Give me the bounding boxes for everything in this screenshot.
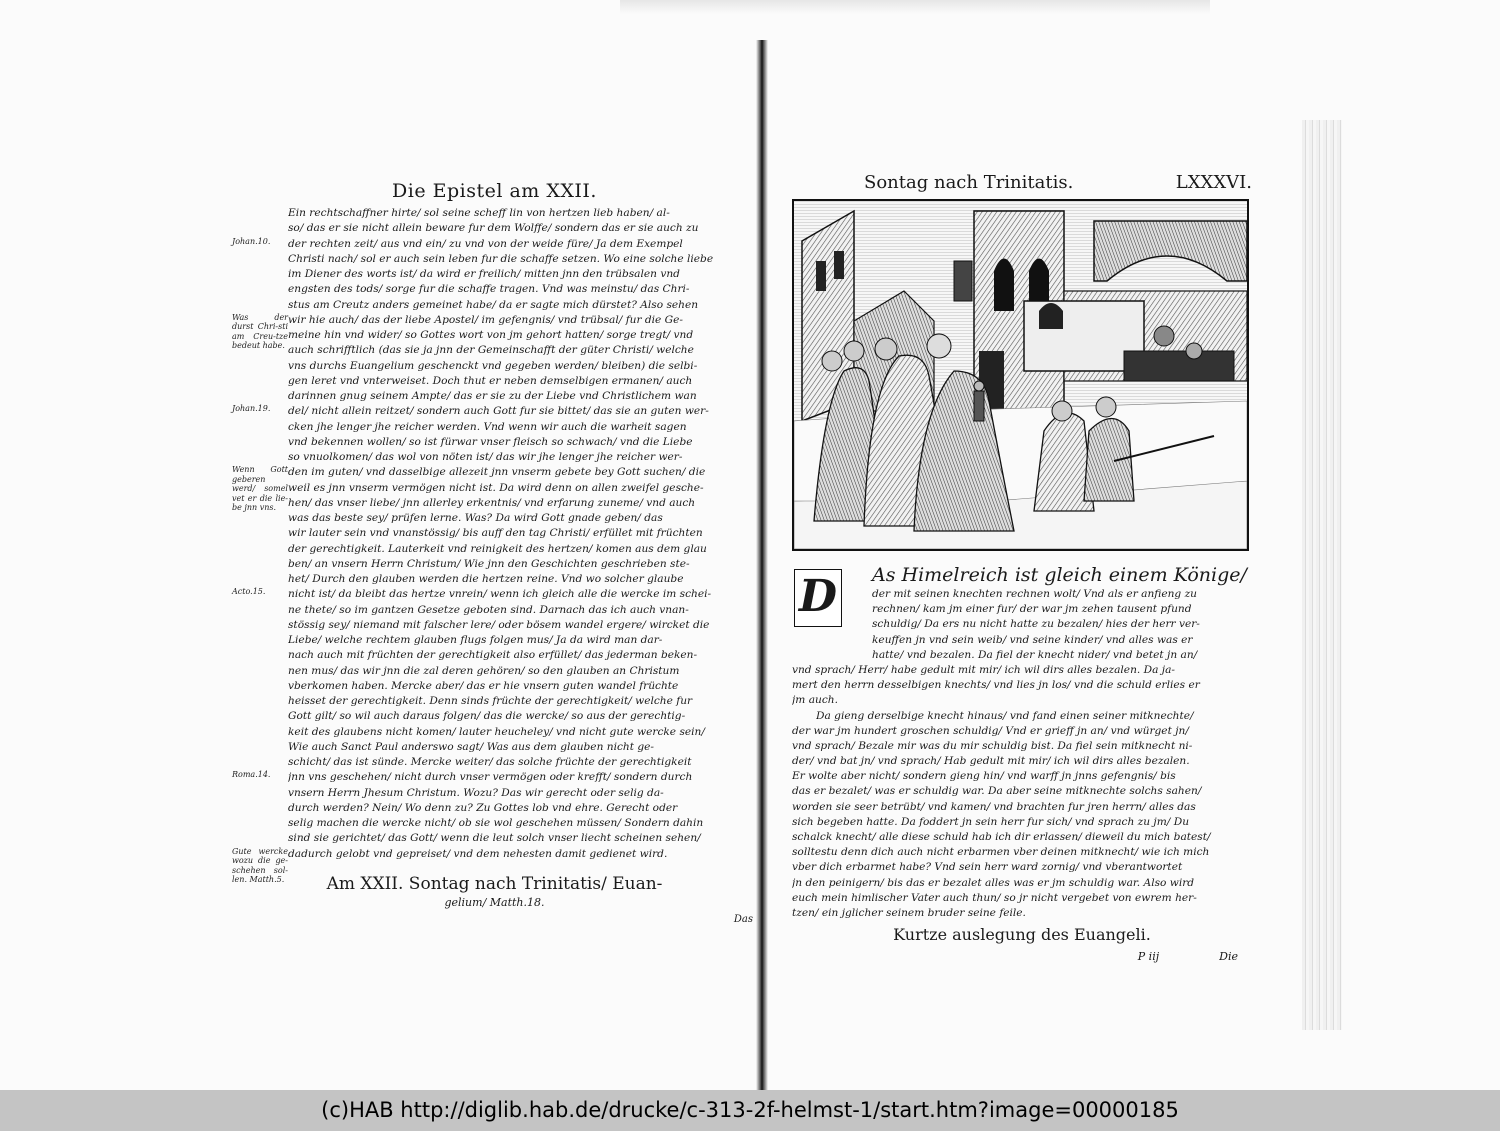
text-line: jm auch. (792, 694, 838, 707)
text-line: das er bezalet/ was er schuldig war. Da aber seine mitknechte solchs sahen/ (792, 785, 1202, 798)
text-line: keit des glaubens nicht komen/ lauter heucheley/ vnd nicht gute wercke sein/ (288, 725, 705, 738)
text-line: keuffen jn vnd sein weib/ vnd seine kinder/ vnd alles was er (872, 633, 1193, 646)
text-line: vnd sprach/ Herr/ habe gedult mit mir/ ich wil dirs alles bezalen. Da ja- (792, 663, 1175, 676)
text-line: schicht/ das ist sünde. Mercke weiter/ das solche früchte der gerechtigkeit (288, 756, 692, 768)
text-line: der war jm hundert groschen schuldig/ Vnd er grieff jn an/ vnd würget jn/ (792, 724, 1189, 737)
gospel-first-line: As Himelreich ist gleich einem Könige/ (872, 564, 1247, 586)
margin-note: Gute wercke wozu die ge-schehen sol-len. Matth.5. (232, 846, 288, 884)
text-line: sind sie gerichtet/ das Gott/ wenn die leut solch vnser liecht scheinen sehen/ (288, 832, 701, 845)
woodcut-image (794, 201, 1247, 549)
running-header (792, 172, 1252, 193)
text-line: cken jhe lenger jhe reicher werden. Vnd wenn wir auch die warheit sagen (288, 420, 687, 433)
margin-note: Roma.14. (232, 770, 271, 780)
text-line: der rechten zeit/ aus vnd ein/ zu vnd von der weide füre/ Ja dem Exempel (288, 237, 683, 250)
text-line: vns durchs Euangelium geschenckt vnd gegeben werden/ bleiben) die selbi- (288, 359, 698, 372)
text-line: Da gieng derselbige knecht hinaus/ vnd fand einen seiner mitknechte/ (816, 709, 1194, 722)
text-line: solltestu denn dich auch nicht erbarmen vber deinen mitknecht/ wie ich mich (792, 846, 1210, 859)
margin-note: Was der durst Chri-sti am Creu-tze bedeut habe. (232, 312, 288, 351)
text-line: euch mein himlischer Vater auch thun/ so jr nicht vergebet von ewrem her- (792, 891, 1197, 904)
text-line: wir hie auch/ das der liebe Apostel/ im gefengnis/ vnd trübsal/ fur die Ge- (288, 313, 683, 326)
right-catchword: Die (1219, 950, 1238, 964)
text-line: der/ vnd bat jn/ vnd sprach/ Hab gedult mit mir/ ich wil dirs alles bezalen. (792, 755, 1190, 768)
left-page (232, 180, 757, 925)
margin-note: Johan.10. (232, 236, 271, 246)
text-line: vber dich erbarmet habe? Vnd sein herr ward zornig/ vnd vberantwortet (792, 861, 1183, 874)
page-fore-edge (1302, 120, 1342, 1030)
epistle-title: Die Epistel am XXII. (392, 180, 597, 202)
text-line: wir lauter sein vnd vnanstössig/ bis auff den tag Christi/ erfüllet mit früchten (288, 527, 703, 540)
text-line: Liebe/ welche rechtem glauben flugs folgen mus/ Ja da wird man dar- (288, 634, 663, 646)
text-line: so/ das er sie nicht allein beware fur dem Wolffe/ sondern das er sie auch zu (288, 222, 699, 235)
margin-note: Acto.15. (232, 587, 266, 597)
text-line: tzen/ ein jglicher seinem bruder seine feile. (792, 906, 1026, 919)
text-line: Ein rechtschaffner hirte/ sol seine scheff lin von hertzen lieb haben/ al- (288, 207, 670, 219)
gospel-reference: gelium/ Matth.18. (444, 895, 545, 909)
text-line: rechnen/ kam jm einer fur/ der war jm zehen tausent pfund (872, 603, 1192, 616)
text-line: durch werden? Nein/ Wo denn zu? Zu Gottes lob vnd ehre. Gerecht oder (288, 801, 678, 814)
text-line: der mit seinen knechten rechnen wolt/ Vnd als er anfieng zu (872, 588, 1197, 600)
text-line: ne thete/ so im gantzen Gesetze geboten sind. Darnach das ich auch vnan- (288, 603, 689, 616)
gospel-lines (792, 587, 1252, 709)
text-line: stus am Creutz anders gemeinet habe/ da er sagte mich dürstet? Also sehen (288, 298, 699, 311)
text-line: del/ nicht allein reitzet/ sondern auch Gott fur sie bittet/ das sie an guten wer- (288, 405, 709, 418)
margin-note: Johan.19. (232, 404, 271, 414)
text-line: darinnen gnug seinem Ampte/ das er sie zu der Liebe vnd Christlichem wan (288, 390, 697, 402)
text-line: heisset der gerechtigkeit. Denn sinds früchte der gerechtigkeit/ welche fur (288, 695, 693, 707)
text-line: was das beste sey/ prüfen lerne. Was? Da wird Gott gnade geben/ das (288, 512, 663, 524)
text-line: dadurch gelobt vnd gepreiset/ vnd dem nehesten damit gedienet wird. (288, 847, 668, 860)
text-line: sich begeben hatte. Da foddert jn sein herr fur sich/ vnd sprach zu jm/ Du (792, 815, 1190, 828)
gospel-heading: Am XXII. Sontag nach Trinitatis/ Euan- (326, 873, 663, 894)
text-line: Christi nach/ sol er auch sein leben fur die schaffe setzen. Wo eine solche liebe (288, 252, 714, 265)
text-line: hatte/ vnd bezalen. Da fiel der knecht nider/ vnd betet jn an/ (872, 648, 1198, 661)
text-line: meine hin vnd wider/ so Gottes wort von jm gehort hatten/ sorge tregt/ vnd (288, 329, 694, 341)
text-line: engsten des tods/ sorge fur die schaffe tragen. Vnd was meinstu/ das Chri- (288, 283, 690, 296)
text-line: hen/ das vnser liebe/ jnn allerley erkentnis/ vnd erfarung zuneme/ vnd auch (288, 496, 696, 509)
margin-note: Wenn Gott geberen werd/ somel vet er die lie-be jnn vns. (232, 465, 288, 513)
text-line: schuldig/ Da ers nu nicht hatte zu bezalen/ hies der herr ver- (872, 618, 1200, 631)
source-credit: (c)HAB http://diglib.hab.de/drucke/c-313-2f-helmst-1/start.htm?image=00000185 (0, 1090, 1500, 1131)
text-line: jnn vns geschehen/ nicht durch vnser vermögen oder krefft/ sondern durch (288, 771, 693, 784)
text-line: vnsern Herrn Jhesum Christum. Wozu? Das wir gerecht oder selig da- (288, 786, 664, 799)
text-line: ben/ an vnsern Herrn Christum/ Wie jnn den Geschichten geschrieben ste- (288, 557, 690, 570)
gospel-text (792, 563, 1252, 921)
gospel-lines-continued (792, 709, 1252, 922)
commentary-heading: Kurtze auslegung des Euangeli. (893, 925, 1151, 945)
signature-mark: P iij (1137, 950, 1160, 964)
text-line: stössig sey/ niemand mit falscher lere/ oder bösem wandel ergere/ wircket die (288, 618, 710, 631)
text-line: mert den herrn desselbigen knechts/ vnd lies jn los/ vnd die schuld erlies er (792, 679, 1200, 692)
text-line: nen mus/ das wir jnn die zal deren gehören/ so den glauben an Christum (288, 664, 680, 677)
text-line: den im guten/ vnd dasselbige allezeit jnn vnserm gebete bey Gott suchen/ die (288, 466, 706, 479)
text-line: worden sie seer betrübt/ vnd kamen/ vnd brachten fur jren herrn/ alles das (792, 800, 1196, 813)
text-line: het/ Durch den glauben werden die hertzen reine. Vnd wo solcher glaube (288, 573, 684, 585)
right-page (792, 172, 1252, 963)
text-line: nicht ist/ da bleibt das hertze vnrein/ wenn ich gleich alle die wercke im schei- (288, 588, 712, 601)
folio-number: LXXXVI. (1175, 172, 1252, 193)
text-line: selig machen die wercke nicht/ ob sie wol geschehen müssen/ Sondern dahin (288, 817, 704, 829)
text-line: vnd sprach/ Bezale mir was du mir schuldig bist. Da fiel sein mitknecht ni- (792, 739, 1193, 752)
text-line: vnd bekennen wollen/ so ist fürwar vnser fleisch so schwach/ vnd die Liebe (288, 435, 693, 448)
text-line: jn den peinigern/ bis das er bezalet alles was er jm schuldig war. Also wird (792, 876, 1195, 889)
text-line: nach auch mit früchten der gerechtigkeit also erfüllet/ das jederman beken- (288, 649, 698, 662)
drop-cap: D (794, 569, 842, 627)
text-line: vberkomen haben. Mercke aber/ das er hie vnsern guten wandel früchte (288, 679, 679, 692)
text-line: der gerechtigkeit. Lauterkeit vnd reinigkeit des hertzen/ komen aus dem glau (288, 542, 707, 555)
text-line: auch schrifftlich (das sie ja jnn der Gemeinschafft der güter Christi/ welche (288, 344, 694, 357)
left-catchword: Das (733, 913, 753, 925)
text-line: Er wolte aber nicht/ sondern gieng hin/ vnd warff jn jnns gefengnis/ bis (792, 770, 1176, 783)
running-title: Sontag nach Trinitatis. (864, 172, 1074, 193)
page-top-edge (620, 0, 1210, 14)
text-line: weil es jnn vnserm vermögen nicht ist. Da wird denn on allen zweifel gesche- (288, 481, 704, 494)
text-line: schalck knecht/ alle diese schuld hab ich dir erlassen/ dieweil du mich batest/ (792, 831, 1211, 843)
text-line: gen leret vnd vnterweiset. Doch thut er neben demselbigen ermanen/ auch (288, 374, 693, 387)
woodcut-illustration (792, 199, 1249, 551)
book-gutter (756, 40, 768, 1090)
text-line: so vnuolkomen/ das wol von nöten ist/ das wir jhe lenger jhe reicher wer- (288, 451, 683, 463)
text-line: Gott gilt/ so wil auch daraus folgen/ das die wercke/ so aus der gerechtig- (288, 710, 686, 723)
page-signature-row (792, 950, 1252, 963)
text-line: im Diener des worts ist/ da wird er freilich/ mitten jnn den trübsalen vnd (288, 268, 680, 280)
text-line: Wie auch Sanct Paul anderswo sagt/ Was aus dem glauben nicht ge- (288, 740, 654, 753)
